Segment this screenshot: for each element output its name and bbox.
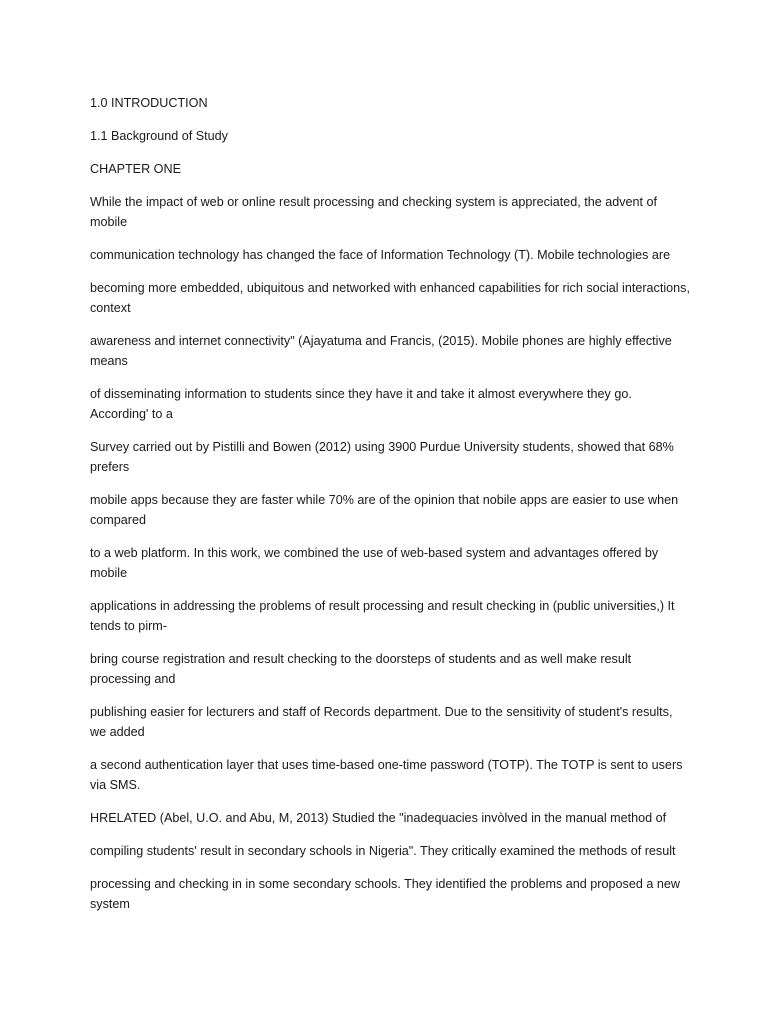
- section-heading: 1.0 INTRODUCTION: [90, 96, 208, 110]
- body-paragraph: publishing easier for lecturers and staff of Records department. Due to the sensitivity of student's results, we added: [90, 705, 673, 739]
- body-paragraph: to a web platform. In this work, we combined the use of web-based system and advantages offered by mobile: [90, 546, 659, 580]
- body-paragraph: bring course registration and result checking to the doorsteps of students and as well make result processing and: [90, 652, 632, 686]
- body-paragraph: Survey carried out by Pistilli and Bowen (2012) using 3900 Purdue University students, showed that 68% prefers: [90, 440, 674, 474]
- body-paragraph: awareness and internet connectivity" (Ajayatuma and Francis, (2015). Mobile phones are highly effective means: [90, 334, 672, 368]
- body-paragraph: processing and checking in in some secondary schools. They identified the problems and proposed a new system: [90, 877, 680, 911]
- chapter-heading: CHAPTER ONE: [90, 162, 181, 176]
- body-paragraph: mobile apps because they are faster while 70% are of the opinion that nobile apps are easier to use when compared: [90, 493, 679, 527]
- subsection-heading: 1.1 Background of Study: [90, 129, 228, 143]
- body-paragraph: While the impact of web or online result processing and checking system is appreciated, the advent of mobile: [90, 195, 658, 229]
- body-paragraph: becoming more embedded, ubiquitous and networked with enhanced capabilities for rich social interactions, context: [90, 281, 690, 315]
- body-paragraph: applications in addressing the problems of result processing and result checking in (public universities,) It tends to pirm-: [90, 599, 675, 633]
- body-paragraph: compiling students' result in secondary schools in Nigeria". They critically examined the methods of result: [90, 844, 676, 858]
- body-paragraph: HRELATED (Abel, U.O. and Abu, M, 2013) Studied the "inadequacies invòlved in the manual method of: [90, 811, 667, 825]
- body-paragraph: of disseminating information to students since they have it and take it almost everywhere they go. According' to a: [90, 387, 632, 421]
- document-body: [90, 93, 690, 927]
- body-paragraph: communication technology has changed the face of Information Technology (T). Mobile technologies are: [90, 248, 671, 262]
- body-paragraph: a second authentication layer that uses time-based one-time password (TOTP). The TOTP is sent to users via SMS.: [90, 758, 683, 792]
